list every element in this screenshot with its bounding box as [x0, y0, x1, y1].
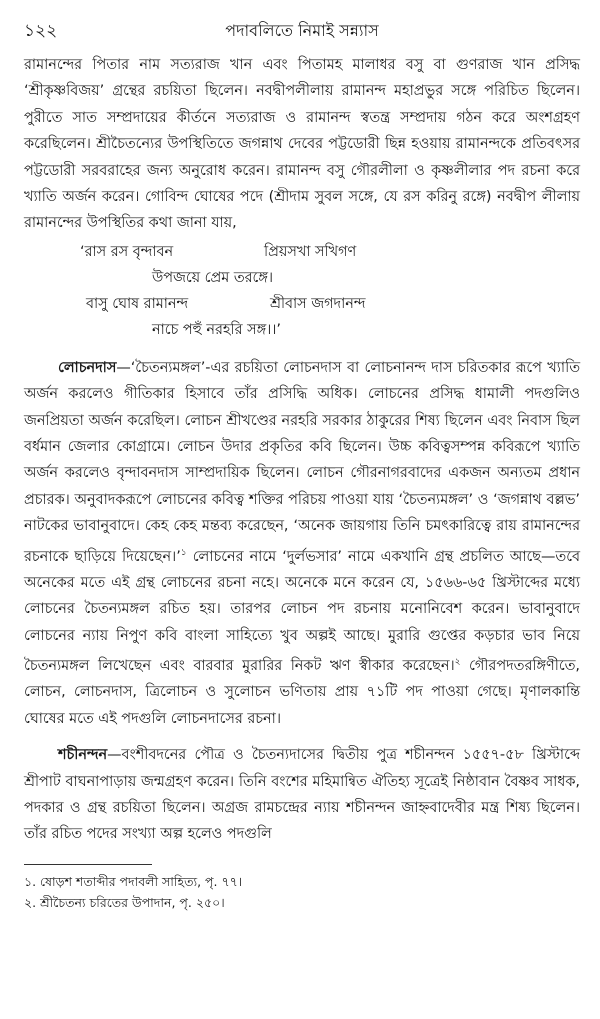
verse-line-2: উপজয়ে প্রেম তরঙ্গে।	[152, 269, 274, 286]
running-title: পদাবলিতে নিমাই সন্ন্যাস	[225, 21, 379, 40]
book-page	[24, 18, 580, 913]
footnote-divider	[24, 864, 152, 865]
page-number: ১২২	[24, 21, 58, 41]
shachinandan-text: —বংশীবদনের পৌত্র ও চৈতন্যদাসের দ্বিতীয় পুত্র শচীনন্দন ১৫৫৭-৫৮ খ্রিস্টাব্দে শ্রীপাট বাঘনাপাড়ায় জন্মগ্রহণ করেন। তিনি বংশের মহিমান্বিত ঐতিহ্য সূত্রেই নিষ্ঠাবান বৈষ্ণব সাধক, পদকার ও গ্রন্থ রচয়িতা ছিলেন। অগ্রজ রামচন্দ্রের ন্যায় শচীনন্দন জাহ্নবাদেবীর মন্ত্র শিষ্য ছিলেন। তাঁর রচিত পদের সংখ্যা অল্প হলেও পদগুলি	[24, 747, 580, 843]
verse-line-3-left: বাসু ঘোষ রামানন্দ	[86, 295, 189, 312]
lochandas-text-3: গৌরপদতরঙ্গিণীতে, লোচন, লোচনদাস, ত্রিলোচন ও সুলোচন ভণিতায় প্রায় ৭১টি পদ পাওয়া গেছে। মৃণালকান্তি ঘোষের মতে এই পদগুলি লোচনদাসের রচনা।	[24, 657, 580, 727]
verse-line-4: নাচে পহুঁ নরহরি সঙ্গ।।’	[152, 321, 282, 338]
lochandas-text-2: লোচনের নামে ‘দুর্লভসার’ নামে একখানি গ্রন্থ প্রচলিত আছে—তবে অনেকের মতে এই গ্রন্থ লোচনের রচনা নহে। অনেকে মনে করেন যে, ১৫৬৬-৬৫ খ্রিস্টাব্দের মধ্যে লোচনের চৈতন্যমঙ্গল রচিত হয়। তারপর লোচন পদ রচনায় মনোনিবেশ করেন। ভাবানুবাদে লোচনের ন্যায় নিপুণ কবি বাংলা সাহিত্যে খুব অল্পই আছে। মুরারি গুপ্তের কড়চার ভাব নিয়ে চৈতন্যমঙ্গল লিখেছেন এবং বারবার মুরারির নিকট ঋণ স্বীকার করেছেন।	[24, 548, 580, 674]
paragraph-shachinandan	[24, 742, 580, 848]
paragraph-lochandas	[24, 355, 580, 732]
verse-line-3-right: শ্রীবাস জগদানন্দ	[270, 295, 366, 312]
verse-line-1-right: প্রিয়সখা সখিগণ	[264, 243, 357, 260]
lochandas-text-1: —‘চৈতন্যমঙ্গল’-এর রচয়িতা লোচনদাস বা লোচনানন্দ দাস চরিতকার রূপে খ্যাতি অর্জন করলেও গীতিকার হিসাবে তাঁর প্রসিদ্ধি অধিক। লোচনের প্রসিদ্ধ ধামালী পদগুলিও জনপ্রিয়তা অর্জন করেছিল। লোচন শ্রীখণ্ডের নরহরি সরকার ঠাকুরের শিষ্য ছিলেন এবং নিবাস ছিল বর্ধমান জেলার কোগ্রামে। লোচন উদার প্রকৃতির কবি ছিলেন। উচ্চ কবিত্বসম্পন্ন কবিরূপে খ্যাতি অর্জন করলেও বৃন্দাবনদাস সাম্প্রদায়িক ছিলেন। লোচন গৌরনাগরবাদের একজন অন্যতম প্রধান প্রচারক। অনুবাদকরূপে লোচনের কবিত্ব শক্তির পরিচয় পাওয়া যায় ‘চৈতন্যমঙ্গল’ ও ‘জগন্নাথ বল্লভ’ নাটকের ভাবানুবাদে। কেহ কেহ মন্তব্য করেছেন, ‘অনেক জায়গায় তিনি চমৎকারিত্বে রায় রামানন্দের রচনাকে ছাড়িয়ে দিয়েছেন।’	[24, 359, 580, 565]
lochandas-heading: লোচনদাস	[58, 359, 117, 376]
footnote-2: ২. শ্রীচৈতন্য চরিতের উপাদান, পৃ. ২৫০।	[24, 894, 225, 910]
verse-quote	[24, 239, 580, 345]
verse-line-1-left: ‘রাস রস বৃন্দাবন	[80, 243, 174, 260]
footnote-1: ১. ষোড়শ শতাব্দীর পদাবলী সাহিত্য, পৃ. ৭৭।	[24, 873, 243, 889]
footnote-ref-2: ২	[454, 657, 461, 668]
shachinandan-heading: শচীনন্দন	[58, 747, 108, 764]
page-header	[24, 18, 580, 52]
footnote-ref-1: ১	[180, 547, 187, 558]
paragraph-ramananda: রামানন্দের পিতার নাম সত্যরাজ খান এবং পিতামহ মালাধর বসু বা গুণরাজ খান প্রসিদ্ধ ‘শ্রীকৃষ্ণবিজয়’ গ্রন্থের রচয়িতা ছিলেন। নবদ্বীপলীলায় রামানন্দ মহাপ্রভুর সঙ্গে পরিচিত ছিলেন। পুরীতে সাত সম্প্রদায়ের কীর্তনে সত্যরাজ ও রামানন্দ স্বতন্ত্র সম্প্রদায় গঠন করে অংশগ্রহণ করেছিলেন। শ্রীচৈতন্যের উপস্থিতিতে জগন্নাথ দেবের পট্টডোরী ছিন্ন হওয়ায় রামানন্দকে প্রতিবৎসর পট্টডোরী সরবরাহের জন্য অনুরোধ করেন। রামানন্দ বসু গৌরলীলা ও কৃষ্ণলীলার পদ রচনা করে খ্যাতি অর্জন করেন। গোবিন্দ ঘোষের পদে (শ্রীদাম সুবল সঙ্গে, যে রস করিনু রঙ্গে) নবদ্বীপ লীলায় রামানন্দের উপস্থিতির কথা জানা যায়,	[24, 57, 580, 232]
